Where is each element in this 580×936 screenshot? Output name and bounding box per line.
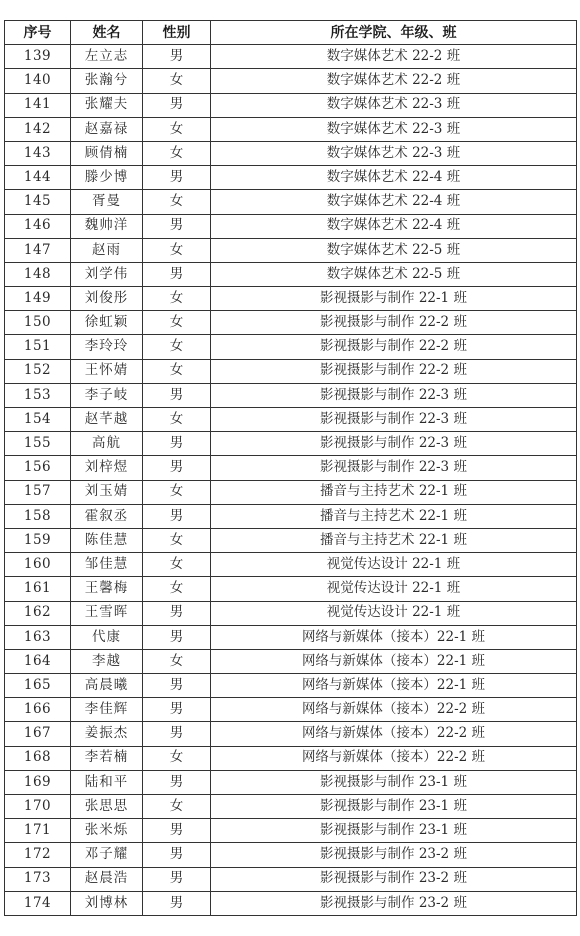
table-row [5,311,577,335]
table-header-row [5,21,577,45]
header-college-grade-class: 所在学院、年级、班 [211,21,577,45]
table-row [5,214,577,238]
cell-college-grade-class: 影视摄影与制作 22-2 班 [211,311,577,335]
table-row [5,45,577,69]
cell-college-grade-class: 数字媒体艺术 22-2 班 [211,45,577,69]
table-row [5,625,577,649]
cell-gender: 男 [143,722,211,746]
cell-serial-number: 153 [5,383,71,407]
cell-name: 张思思 [71,795,143,819]
cell-gender: 男 [143,891,211,915]
cell-name: 代康 [71,625,143,649]
table-row [5,770,577,794]
cell-college-grade-class: 数字媒体艺术 22-3 班 [211,93,577,117]
cell-gender: 女 [143,311,211,335]
cell-serial-number: 162 [5,601,71,625]
student-roster-table [4,20,577,916]
table-row [5,553,577,577]
cell-serial-number: 147 [5,238,71,262]
table-row [5,262,577,286]
cell-college-grade-class: 影视摄影与制作 22-2 班 [211,359,577,383]
table-row [5,891,577,915]
cell-gender: 男 [143,383,211,407]
cell-name: 邹佳慧 [71,553,143,577]
cell-gender: 女 [143,190,211,214]
cell-serial-number: 155 [5,432,71,456]
cell-name: 李若楠 [71,746,143,770]
cell-serial-number: 163 [5,625,71,649]
cell-name: 赵嘉禄 [71,117,143,141]
table-row [5,698,577,722]
cell-gender: 男 [143,432,211,456]
table-row [5,141,577,165]
cell-name: 陈佳慧 [71,528,143,552]
cell-gender: 男 [143,819,211,843]
cell-gender: 女 [143,117,211,141]
cell-name: 王怀婧 [71,359,143,383]
cell-college-grade-class: 网络与新媒体（接本）22-2 班 [211,722,577,746]
cell-college-grade-class: 影视摄影与制作 22-3 班 [211,383,577,407]
table-row [5,432,577,456]
cell-gender: 男 [143,770,211,794]
cell-serial-number: 145 [5,190,71,214]
cell-gender: 女 [143,359,211,383]
cell-serial-number: 142 [5,117,71,141]
cell-serial-number: 159 [5,528,71,552]
table-row [5,577,577,601]
cell-name: 李越 [71,649,143,673]
cell-college-grade-class: 影视摄影与制作 23-1 班 [211,770,577,794]
cell-gender: 女 [143,795,211,819]
table-row [5,528,577,552]
cell-serial-number: 170 [5,795,71,819]
cell-gender: 女 [143,287,211,311]
cell-gender: 男 [143,93,211,117]
table-row [5,601,577,625]
table-row [5,819,577,843]
table-row [5,238,577,262]
cell-college-grade-class: 数字媒体艺术 22-4 班 [211,214,577,238]
cell-gender: 男 [143,674,211,698]
cell-serial-number: 150 [5,311,71,335]
cell-gender: 女 [143,577,211,601]
cell-gender: 女 [143,553,211,577]
cell-gender: 女 [143,528,211,552]
cell-gender: 女 [143,480,211,504]
cell-college-grade-class: 影视摄影与制作 23-1 班 [211,819,577,843]
table-row [5,383,577,407]
table-row [5,504,577,528]
cell-name: 张瀚兮 [71,69,143,93]
cell-college-grade-class: 影视摄影与制作 23-2 班 [211,843,577,867]
cell-college-grade-class: 网络与新媒体（接本）22-2 班 [211,746,577,770]
cell-name: 高晨曦 [71,674,143,698]
table-row [5,795,577,819]
cell-name: 张耀夫 [71,93,143,117]
cell-college-grade-class: 影视摄影与制作 23-2 班 [211,867,577,891]
cell-college-grade-class: 视觉传达设计 22-1 班 [211,601,577,625]
cell-name: 顾倩楠 [71,141,143,165]
cell-college-grade-class: 网络与新媒体（接本）22-1 班 [211,625,577,649]
cell-name: 刘俊彤 [71,287,143,311]
cell-serial-number: 167 [5,722,71,746]
cell-gender: 女 [143,69,211,93]
cell-college-grade-class: 数字媒体艺术 22-2 班 [211,69,577,93]
cell-serial-number: 152 [5,359,71,383]
table-row [5,335,577,359]
cell-college-grade-class: 网络与新媒体（接本）22-2 班 [211,698,577,722]
cell-serial-number: 172 [5,843,71,867]
table-row [5,867,577,891]
cell-gender: 女 [143,746,211,770]
cell-serial-number: 143 [5,141,71,165]
cell-name: 刘梓煜 [71,456,143,480]
cell-gender: 男 [143,504,211,528]
cell-gender: 女 [143,335,211,359]
cell-gender: 男 [143,698,211,722]
cell-gender: 男 [143,456,211,480]
cell-serial-number: 169 [5,770,71,794]
table-row [5,408,577,432]
cell-gender: 男 [143,843,211,867]
cell-college-grade-class: 播音与主持艺术 22-1 班 [211,528,577,552]
table-row [5,456,577,480]
cell-serial-number: 157 [5,480,71,504]
cell-college-grade-class: 数字媒体艺术 22-3 班 [211,117,577,141]
cell-gender: 男 [143,262,211,286]
cell-college-grade-class: 影视摄影与制作 22-3 班 [211,432,577,456]
table-row [5,649,577,673]
cell-serial-number: 168 [5,746,71,770]
cell-college-grade-class: 播音与主持艺术 22-1 班 [211,480,577,504]
table-row [5,674,577,698]
cell-name: 胥曼 [71,190,143,214]
cell-name: 陆和平 [71,770,143,794]
cell-name: 赵芊越 [71,408,143,432]
cell-name: 张米烁 [71,819,143,843]
cell-college-grade-class: 影视摄影与制作 22-2 班 [211,335,577,359]
cell-name: 刘学伟 [71,262,143,286]
cell-college-grade-class: 数字媒体艺术 22-3 班 [211,141,577,165]
cell-name: 赵雨 [71,238,143,262]
cell-name: 李子岐 [71,383,143,407]
cell-serial-number: 156 [5,456,71,480]
cell-college-grade-class: 视觉传达设计 22-1 班 [211,577,577,601]
cell-serial-number: 158 [5,504,71,528]
cell-college-grade-class: 数字媒体艺术 22-5 班 [211,238,577,262]
table-row [5,117,577,141]
cell-college-grade-class: 影视摄影与制作 22-3 班 [211,456,577,480]
cell-serial-number: 141 [5,93,71,117]
cell-college-grade-class: 视觉传达设计 22-1 班 [211,553,577,577]
cell-gender: 男 [143,867,211,891]
cell-serial-number: 154 [5,408,71,432]
cell-gender: 女 [143,238,211,262]
cell-serial-number: 166 [5,698,71,722]
table-row [5,359,577,383]
cell-college-grade-class: 影视摄影与制作 22-1 班 [211,287,577,311]
cell-name: 高航 [71,432,143,456]
cell-serial-number: 165 [5,674,71,698]
cell-name: 李佳辉 [71,698,143,722]
cell-serial-number: 161 [5,577,71,601]
cell-name: 魏帅洋 [71,214,143,238]
cell-name: 徐虹颖 [71,311,143,335]
cell-serial-number: 148 [5,262,71,286]
cell-college-grade-class: 影视摄影与制作 23-1 班 [211,795,577,819]
table-row [5,166,577,190]
cell-name: 滕少博 [71,166,143,190]
cell-serial-number: 139 [5,45,71,69]
cell-serial-number: 171 [5,819,71,843]
table-row [5,746,577,770]
cell-name: 刘博林 [71,891,143,915]
table-row [5,287,577,311]
cell-college-grade-class: 数字媒体艺术 22-4 班 [211,190,577,214]
cell-college-grade-class: 网络与新媒体（接本）22-1 班 [211,649,577,673]
cell-name: 姜振杰 [71,722,143,746]
cell-name: 赵晨浩 [71,867,143,891]
cell-serial-number: 173 [5,867,71,891]
cell-serial-number: 140 [5,69,71,93]
cell-gender: 女 [143,649,211,673]
cell-name: 王雪晖 [71,601,143,625]
cell-college-grade-class: 数字媒体艺术 22-4 班 [211,166,577,190]
header-gender: 性别 [143,21,211,45]
cell-name: 霍叙丞 [71,504,143,528]
cell-name: 李玲玲 [71,335,143,359]
cell-name: 刘玉婧 [71,480,143,504]
table-body [5,45,577,916]
header-serial-number: 序号 [5,21,71,45]
cell-college-grade-class: 影视摄影与制作 23-2 班 [211,891,577,915]
cell-gender: 女 [143,141,211,165]
table-row [5,190,577,214]
cell-college-grade-class: 网络与新媒体（接本）22-1 班 [211,674,577,698]
cell-serial-number: 144 [5,166,71,190]
cell-gender: 男 [143,625,211,649]
cell-name: 王馨梅 [71,577,143,601]
cell-gender: 男 [143,45,211,69]
cell-college-grade-class: 影视摄影与制作 22-3 班 [211,408,577,432]
cell-name: 左立志 [71,45,143,69]
cell-serial-number: 174 [5,891,71,915]
cell-gender: 女 [143,408,211,432]
table-row [5,480,577,504]
cell-serial-number: 146 [5,214,71,238]
cell-serial-number: 160 [5,553,71,577]
cell-college-grade-class: 数字媒体艺术 22-5 班 [211,262,577,286]
cell-gender: 男 [143,166,211,190]
table-row [5,843,577,867]
cell-college-grade-class: 播音与主持艺术 22-1 班 [211,504,577,528]
cell-name: 邓子耀 [71,843,143,867]
cell-gender: 男 [143,601,211,625]
cell-serial-number: 149 [5,287,71,311]
header-name: 姓名 [71,21,143,45]
cell-serial-number: 151 [5,335,71,359]
cell-serial-number: 164 [5,649,71,673]
cell-gender: 男 [143,214,211,238]
table-row [5,722,577,746]
table-row [5,93,577,117]
table-row [5,69,577,93]
